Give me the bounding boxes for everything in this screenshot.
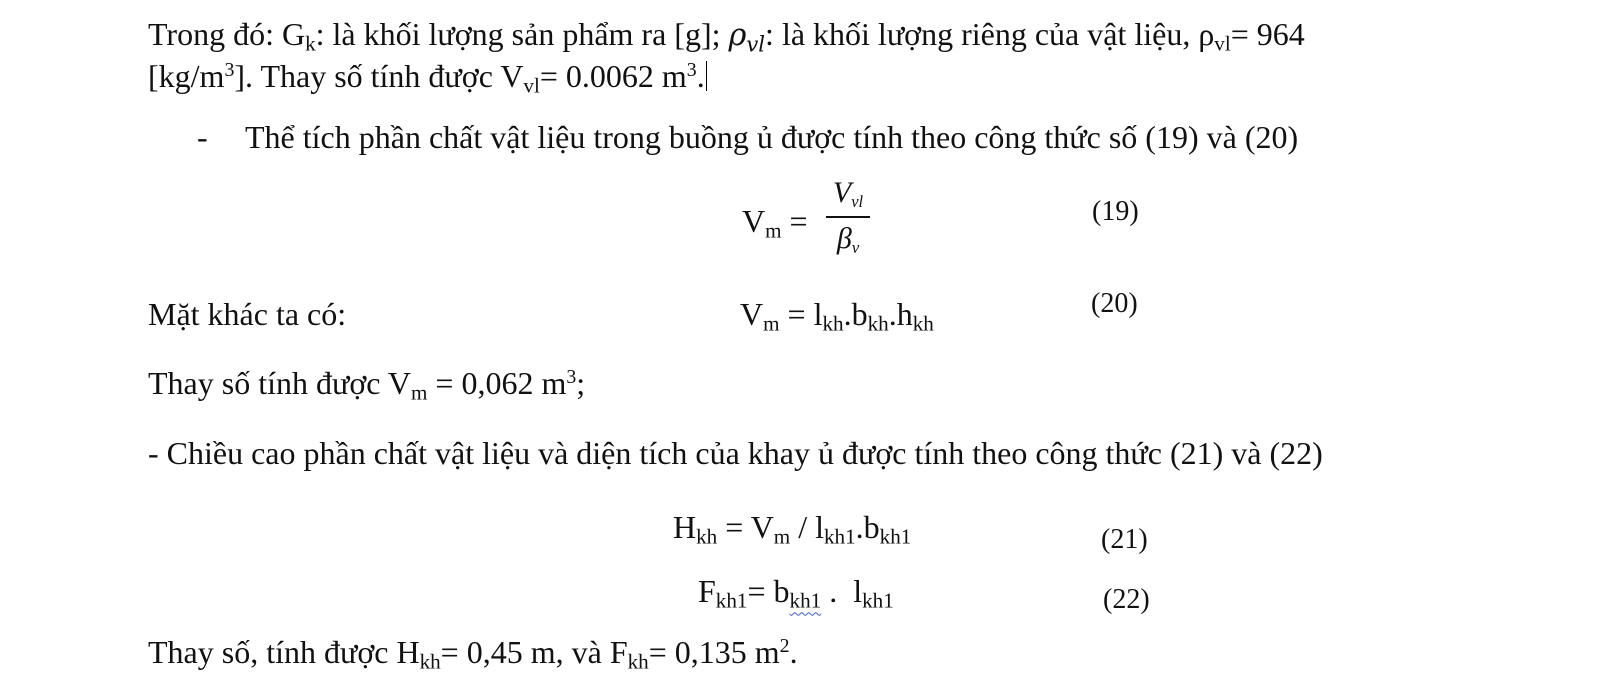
result-final-f-value: = 0,135 m [648,634,780,670]
eq19-denominator-symbol: β [836,222,852,255]
bullet-item-2: - Chiều cao phần chất vật liệu và diện tích của khay ủ được tính theo công thức (21) và (22) [148,435,1323,471]
eq22-number: (22) [1103,584,1150,615]
eq21-width: .b [855,509,880,545]
paragraph-line-1 [148,16,1305,57]
eq19-fraction [826,178,870,256]
result-vm-superscript: 3 [566,366,577,389]
eq20-formula [740,298,934,334]
eq22-dot: . [821,573,854,609]
eq21-number: (21) [1101,524,1148,555]
intro-text: Trong đó: G [148,16,306,52]
eq19-lhs-symbol: V [742,203,766,239]
volume-period: . [696,58,705,94]
result-final-text: Thay số, tính được H [148,634,420,670]
result-vm-subscript: m [410,380,428,405]
eq19-number: (19) [1092,196,1139,227]
bullet-item-1-text: Thể tích phần chất vật liệu trong buồng ủ được tính theo công thức số (19) và (20) [245,119,1299,155]
eq19-numerator-symbol: V [832,176,852,209]
volume-unit-superscript: 3 [686,59,697,82]
eq21-formula [673,511,911,547]
gk-subscript: k [305,31,316,56]
eq19-denominator-subscript: v [851,237,860,257]
bullet-item-1 [245,121,1298,153]
eq19-fraction-bar [826,216,870,218]
result-vm [148,367,585,403]
rho-italic-symbol: ρ [728,18,747,53]
eq19-lhs [742,203,808,243]
eq20-rhs-height-subscript: kh [912,311,934,336]
eq20-number: (20) [1091,288,1138,319]
result-final-period: . [789,634,798,670]
bullet-dash-text: - [197,119,208,155]
eq19-equals: = [781,203,808,239]
eq22-width-subscript: kh1 [789,588,822,613]
eq20-label: Mặt khác ta có: [148,296,347,332]
unit-superscript: 3 [224,59,235,82]
result-final-h-subscript: kh [419,649,441,674]
eq22-length-subscript: kh1 [862,588,894,613]
eq22-width: = b [747,573,790,609]
result-final-superscript: 2 [779,635,790,658]
rho-italic-subscript: vl [746,31,766,57]
result-vm-text: Thay số tính được V [148,365,411,401]
eq20-lhs-subscript: m [763,311,780,336]
eq20-lhs: V [740,296,764,332]
eq20-rhs-width: .b [843,296,868,332]
result-final-h-value: = 0,45 m, và F [440,634,628,670]
result-vm-semicolon: ; [576,365,586,401]
bullet-dash [197,121,208,153]
eq21-length: / l [790,509,824,545]
paragraph-line-2 [148,60,707,96]
eq22-formula [698,575,894,611]
rho-description: : là khối lượng riêng của vật liệu, ρ [765,16,1215,52]
eq19-numerator [826,178,870,214]
unit-start: [kg/m [148,58,225,94]
eq22-lhs-subscript: kh1 [715,588,748,613]
gk-description: : là khối lượng sản phẩm ra [g]; [315,16,729,52]
result-final-f-subscript: kh [627,649,649,674]
result-vm-value: = 0,062 m [427,365,567,401]
eq20-rhs-length-subscript: kh [822,311,844,336]
eq20-rhs-height: .h [888,296,913,332]
rho-subscript: vl [1214,31,1231,56]
eq20-rhs-length: = l [779,296,823,332]
volume-subscript: vl [523,73,540,98]
eq20-rhs-width-subscript: kh [867,311,889,336]
eq21-lhs-subscript: kh [696,524,718,549]
eq19-denominator [826,224,870,256]
eq22-length: l [853,573,863,609]
eq22-lhs: F [698,573,716,609]
volume-text: ]. Thay số tính được V [234,58,524,94]
eq21-lhs: H [673,509,697,545]
rho-value: = 964 [1230,16,1305,52]
eq21-volume-subscript: m [773,524,791,549]
eq19-lhs-subscript: m [765,218,782,243]
text-cursor [706,61,707,91]
eq21-width-subscript: kh1 [879,524,912,549]
result-final [148,636,798,672]
eq21-length-subscript: kh1 [824,524,856,549]
eq21-volume: = V [717,509,774,545]
volume-value: = 0.0062 m [539,58,687,94]
eq19-numerator-subscript: vl [851,191,864,211]
